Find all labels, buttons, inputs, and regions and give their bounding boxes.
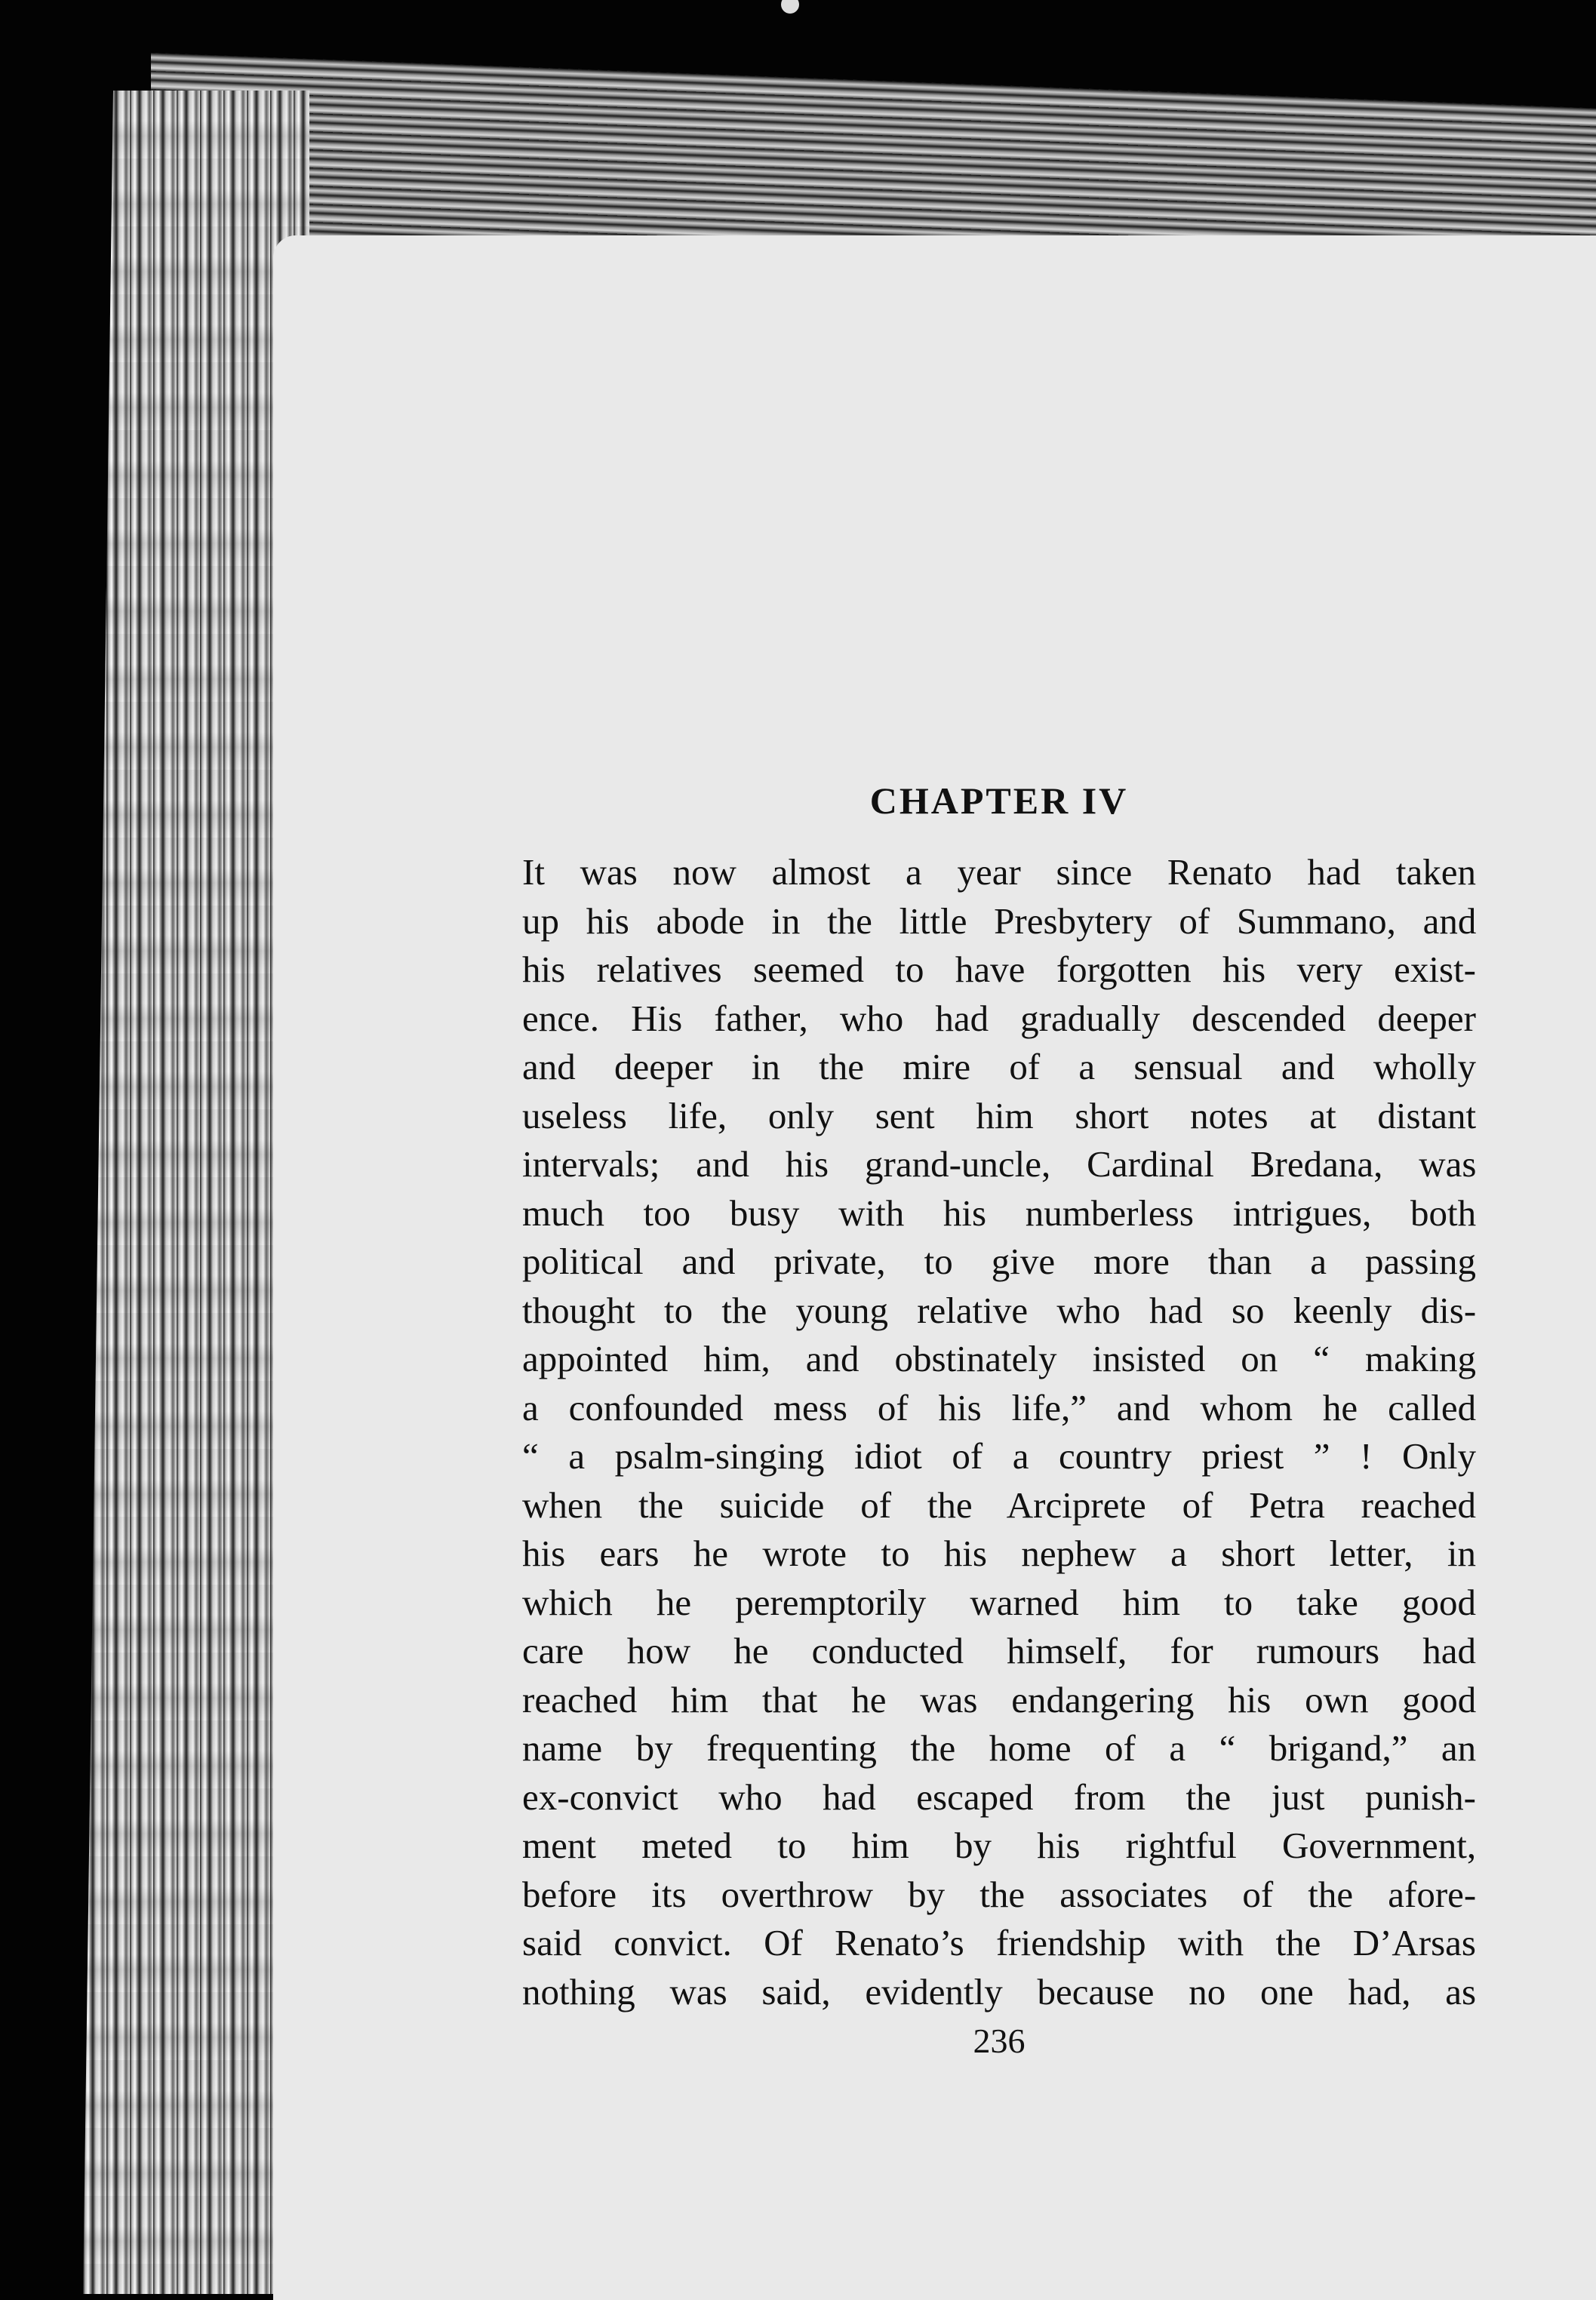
text-line: his ears he wrote to his nephew a short letter, in — [522, 1533, 1476, 1574]
text-line: It was now almost a year since Renato had taken — [522, 851, 1476, 893]
text-line: political and private, to give more than a passing — [522, 1241, 1476, 1282]
text-line: ence. His father, who had gradually descended deeper — [522, 997, 1476, 1039]
chapter-body-text — [522, 848, 1476, 2016]
text-line: much too busy with his numberless intrigues, both — [522, 1192, 1477, 1234]
text-line: “ a psalm-singing idiot of a country priest ” ! Only — [522, 1435, 1476, 1477]
text-line: his relatives seemed to have forgotten his very exist- — [522, 949, 1476, 990]
chapter-title: CHAPTER IV — [869, 779, 1129, 822]
text-line: thought to the young relative who had so keenly dis- — [522, 1289, 1477, 1331]
text-line: ex-convict who had escaped from the just punish- — [522, 1776, 1476, 1818]
text-line: which he peremptorily warned him to take good — [522, 1581, 1476, 1623]
text-line: before its overthrow by the associates of the afore- — [522, 1873, 1477, 1915]
text-line: care how he conducted himself, for rumours had — [522, 1630, 1476, 1671]
text-line: name by frequenting the home of a “ brigand,” an — [522, 1727, 1477, 1769]
text-line: said convict. Of Renato’s friendship with the D’Arsas — [522, 1922, 1476, 1963]
book-page — [273, 235, 1596, 2300]
page-number: 236 — [973, 2022, 1026, 2060]
text-line: up his abode in the little Presbytery of Summano, and — [522, 899, 1477, 942]
text-line: intervals; and his grand-uncle, Cardinal Bredana, was — [522, 1143, 1477, 1185]
text-line: when the suicide of the Arciprete of Petra reached — [522, 1484, 1476, 1526]
text-line: useless life, only sent him short notes at distant — [522, 1094, 1477, 1136]
text-line: appointed him, and obstinately insisted on “ making — [522, 1338, 1476, 1379]
text-line: reached him that he was endangering his own good — [522, 1678, 1477, 1720]
text-line: nothing was said, evidently because no one had, as — [522, 1970, 1477, 2012]
page-content — [522, 779, 1476, 2061]
film-speck — [781, 0, 799, 14]
text-line: and deeper in the mire of a sensual and wholly — [522, 1046, 1477, 1087]
text-line: a confounded mess of his life,” and whom he called — [522, 1386, 1477, 1428]
text-line: ment meted to him by his rightful Government, — [522, 1825, 1477, 1866]
